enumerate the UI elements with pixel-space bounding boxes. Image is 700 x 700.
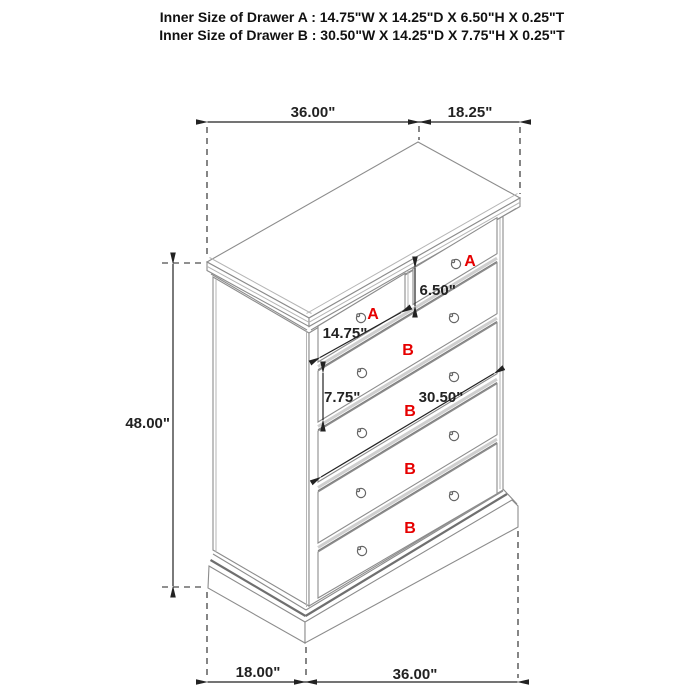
knob-icon — [451, 259, 460, 268]
drawer-b1-label: B — [402, 342, 414, 359]
knob-icon — [357, 428, 366, 437]
knob-icon — [449, 431, 458, 440]
knob-icon — [449, 491, 458, 500]
top-width-label: 36.00" — [290, 104, 336, 121]
side-height-label: 48.00" — [125, 415, 170, 432]
left-side-panel — [213, 277, 309, 606]
drawer-a-right-label: A — [464, 253, 476, 270]
drawer-b4-label: B — [404, 520, 416, 537]
drawer-a-height-label: 6.50" — [419, 282, 456, 299]
knob-icon — [356, 488, 365, 497]
knob-icon — [356, 313, 365, 322]
drawer-b-width-label: 30.50" — [418, 389, 464, 406]
bottom-width-label: 36.00" — [392, 666, 438, 683]
bottom-depth-label: 18.00" — [235, 664, 281, 681]
knob-icon — [357, 546, 366, 555]
knob-icon — [449, 372, 458, 381]
knob-icon — [449, 313, 458, 322]
drawer-a-spec-line: Inner Size of Drawer A : 14.75"W X 14.25"D X 6.50"H X 0.25"T — [159, 9, 565, 25]
drawer-a-width-label: 14.75" — [322, 325, 368, 342]
drawer-b-spec-line: Inner Size of Drawer B : 30.50"W X 14.25"D X 7.75"H X 0.25"T — [159, 27, 565, 43]
drawer-a-left-label: A — [367, 306, 379, 323]
drawer-b-height-label: 7.75" — [324, 389, 361, 406]
top-depth-label: 18.25" — [447, 104, 493, 121]
drawer-b3-label: B — [404, 461, 416, 478]
knob-icon — [357, 368, 366, 377]
drawer-b2-label: B — [404, 403, 416, 420]
